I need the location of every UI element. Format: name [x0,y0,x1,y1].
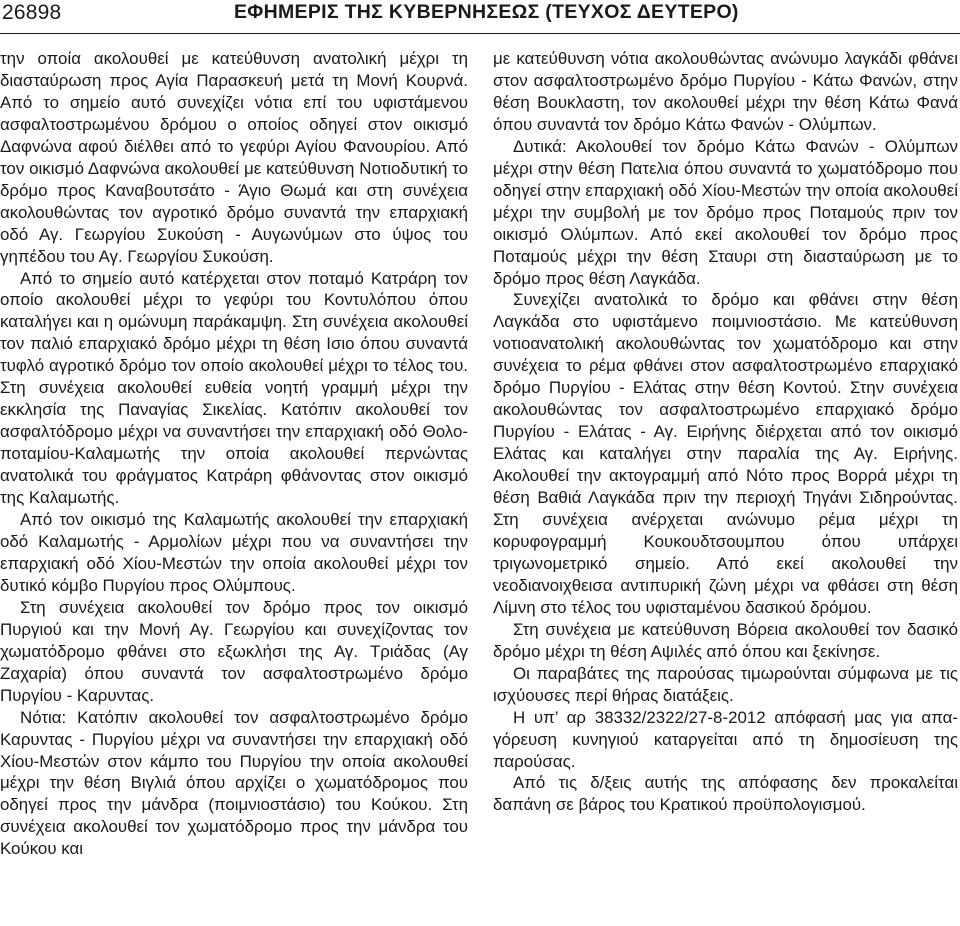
header-rule [0,33,960,34]
paragraph: Στη συνέχεια με κατεύθυνση Βόρεια ακολουθεί τον δασικό δρόμο μέχρι τη θέση Αψιλές από όπου και ξεκίνησε. [493,619,958,661]
paragraph: Από το σημείο αυτό κατέρχεται στον ποταμό Κατράρη τον οποίο ακολουθεί μέχρι το γεφύρι του Κοντυλόπου όπου καταλήγει και η ομώνυμη παράκαμψη. Στη συνέχεια ακολουθεί τον παλιό επαρχιακό δρόμο μέχρι τη θέση Ισιο όπου συναντά τυφλό αγροτικό δρόμο τον οποίο ακολουθεί μέχρι το τέλος του. Στη συνέχεια ακολουθεί ευθεία νοητή γραμμή μέχρι την εκκλησία της Παναγίας Σικελίας. Κατόπιν ακολουθεί τον ασφαλτόδρομο μέχρι να συναντήσει την επαρχιακή οδό Θολοποταμίου-Καλαμωτής την οποία ακολουθεί περνώντας ανατολικά του φράγματος Κατράρη φθάνοντας στον οικισμό της Καλαμωτής. [0,268,468,508]
paragraph: Από τις δ/ξεις αυτής της απόφασης δεν προκαλείται δαπάνη σε βάρος του Κρατικού προϋπολογισμού. [493,773,958,815]
right-column [493,48,958,816]
page-number: 26898 [2,1,62,24]
paragraph: με κατεύθυνση νότια ακολουθώντας ανώνυμο λαγκάδι φθάνει στον ασφαλτοστρωμένο δρόμο Πυργίου - Κάτω Φανών, στην θέση Βουκλαστη, τον ακολουθεί μέχρι την θέση Κάτω Φανά όπου συναντά τον δρόμο Κάτω Φανών - Ολύμπων. [493,49,958,134]
journal-title: ΕΦΗΜΕΡΙΣ ΤΗΣ ΚΥΒΕΡΝΗΣΕΩΣ (ΤΕΥΧΟΣ ΔΕΥΤΕΡΟ) [234,1,739,23]
paragraph: Από τον οικισμό της Καλαμωτής ακολουθεί την επαρχιακή οδό Καλαμωτής - Αρμολίων μέχρι που να συναντήσει την επαρχιακή οδό Χίου-Μεστών την οποία ακολουθεί μέχρι τον δυτικό κόμβο Πυργίου προς Ολύμπους. [0,510,468,595]
paragraph: την οποία ακολουθεί με κατεύθυνση ανατολική μέχρι τη διασταύρωση προς Αγία Παρασκευή μετά τη Μονή Κουρνά. Από το σημείο αυτό συνεχίζει νότια επί του υφιστάμενου ασφαλτοστρωμένου δρόμου ο οποίος οδηγεί στον οικισμό Δαφνώνα αφού διέλθει από το γεφύρι Αγίου Φανουρίου. Από τον οικισμό Δαφνώνα ακολουθεί με κατεύθυνση Νοτιοδυτική το δρόμο προς Καναβουτσάτο - Άγιο Θωμά και στη συνέχεια ακολουθώντας τον αγροτικό δρόμο συναντά την επαρχιακή οδό Αγ. Γεωργίου Συκούση - Αυγωνύμων στο ύψος του γηπέδου του Αγ. Γεωργίου Συκούση. [0,49,468,266]
paragraph: Δυτικά: Ακολουθεί τον δρόμο Κάτω Φανών - Ολύμπων μέχρι στην θέση Πατελια όπου συναντά το χωματόδρομο που οδηγεί στην επαρχιακή οδό Χίου-Μεστών την οποία ακολουθεί μέχρι την συμβολή με τον δρόμο προς Ποταμούς πριν τον οικισμό Ολύμπων. Από εκεί ακολουθεί τον δρόμο προς Ποταμούς μέχρι την θέση Σταυρι στη διασταύρωση με το δρόμο προς θέση Λαγκάδα. [493,136,958,288]
paragraph: Στη συνέχεια ακολουθεί τον δρόμο προς τον οικισμό Πυργιού και την Μονή Αγ. Γεωργίου και συνεχίζοντας τον χωματόδρομο φθάνει στο εξωκλήσι της Αγ. Τριάδας (Αγ Ζαχαρία) όπου συναντά τον ασφαλτοστρωμένο δρόμο Πυργίου - Καρυντας. [0,597,468,705]
paragraph: Συνεχίζει ανατολικά το δρόμο και φθάνει στην θέση Λαγκάδα στο υφιστάμενο ποιμνιοστάσιο. Με κατεύθυνση νοτιοανατολική ακολουθώντας τον χωματόδρομο και στην συνέχεια το ρέμα φθάνει στον ασφαλτοστρωμένο επαρχιακό δρόμο Πυργίου - Ελάτας στην θέση Κοντού. Στην συνέχεια ακολουθώντας τον ασφαλτοστρωμένο επαρχιακό δρόμο Πυργίου - Ελάτας - Αγ. Ειρήνης διέρχεται από τον οικισμό Ελάτας και καταλήγει στην παραλία της Αγ. Ειρήνης. Ακολουθεί την ακτογραμμή από Νότο προς Βορρά μέχρι τη θέση Βαθιά Λαγκάδα πριν την περιοχή Τηγάνι Σιδηρούντας. Στη συνέχεια ανέρχεται ανώνυμο ρέμα μέχρι τη κορυφογραμμή Κουκουδτσουμπου όπου υπάρχει τριγωνομετρικό σημείο. Από εκεί ακολουθεί την νεοδιανοιχθεισα αντιπυρική ζώνη μέχρι να φθάσει στη θέση Λίμνη στο τέλος του υφισταμένου δασικού δρόμου. [493,290,958,617]
left-column [0,48,468,860]
page-header [0,0,960,36]
paragraph: Νότια: Κατόπιν ακολουθεί τον ασφαλτοστρωμένο δρόμο Καρυντας - Πυργίου μέχρι να συναντήσει την επαρχιακή οδό Χίου-Μεστών στον κάμπο του Πυργίου την οποία ακολουθεί μέχρι την θέση Βιγλιά όπου αρχίζει ο χωματόδρομος που οδηγεί προς την μάνδρα (ποιμνιοστάσιο) του Κούκου. Στη συνέχεια ακολουθεί τον χωματόδρομο προς την μάνδρα του Κούκου και [0,707,468,859]
paragraph: Η υπ’ αρ 38332/2322/27-8-2012 απόφασή μας για απαγόρευση κυνηγιού καταργείται από τη δημοσίευση της παρούσας. [493,707,958,771]
paragraph: Οι παραβάτες της παρούσας τιμωρούνται σύμφωνα με τις ισχύουσες περί θήρας διατάξεις. [493,663,958,705]
